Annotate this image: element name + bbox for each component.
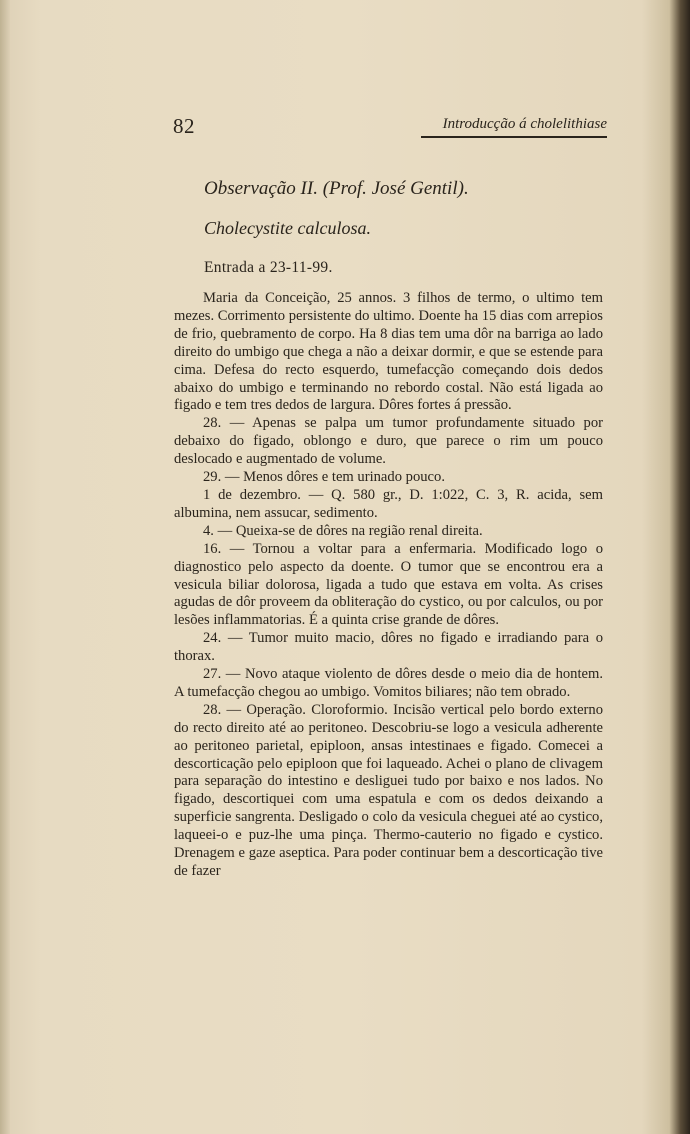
paragraph: 4. — Queixa-se de dôres na região renal direita. bbox=[203, 522, 483, 539]
diagnosis-heading: Cholecystite calculosa. bbox=[204, 218, 371, 238]
paragraph: Maria da Conceição, 25 annos. 3 filhos de termo, o ultimo tem mezes. Corrimento persistente do ultimo. Doente ha 15 dias com arrepios de frio, quebramento de corpo. Ha 8 dias tem uma dôr na barriga ao lado direito do umbigo que chega a não a deixar dormir, e que se estende para cima. Defesa do recto esquerdo, tumefacção começando dois dedos abaixo do umbigo e terminando no rebordo costal. Não está ligada ao figado e tem tres dedos de largura. Dôres fortes á pressão. bbox=[174, 290, 603, 414]
paragraph: 27. — Novo ataque violento de dôres desde o meio dia de hontem. A tumefacção chegou ao umbigo. Vomitos biliares; não tem obrado. bbox=[174, 666, 603, 700]
entry-date: Entrada a 23-11-99. bbox=[204, 259, 333, 276]
paragraph: 29. — Menos dôres e tem urinado pouco. bbox=[203, 469, 445, 486]
paragraph: 16. — Tornou a voltar para a enfermaria. Modificado logo o diagnostico pelo aspecto da doente. O tumor que se encontrou era a vesicula biliar dolorosa, ligada a tudo que estava em volta. As crises agudas de dôr proveem da obliteração do cystico, ou por calculos, ou por lesões inflammatorias. É a quinta crise grande de dôres. bbox=[174, 540, 603, 629]
header-rule bbox=[421, 136, 607, 138]
observation-title: Observação II. (Prof. José Gentil). bbox=[204, 178, 469, 199]
paragraph: 28. — Operação. Cloroformio. Incisão vertical pelo bordo externo do recto direito até ao peritoneo. Descobriu-se logo a vesicula adherente ao peritoneo parietal, epiploon, ansas intestinaes e figado. Comecei a descorticação pelo epiploon que foi laqueado. Achei o plano de clivagem para separação do intestino e desliguei tudo por baixo e nos lados. No figado, descortiquei com uma espatula e com os dedos deixando a superficie sangrenta. Desligado o colo da vesicula cheguei até ao cystico, laqueei-o e puz-lhe uma pinça. Thermo-cauterio no figado e cystico. Drenagem e gaze aseptica. Para poder continuar bem a descorticação tive de fazer bbox=[174, 701, 603, 879]
body-text bbox=[174, 290, 603, 881]
running-title: Introducção á cholelithiase bbox=[442, 116, 607, 132]
page-header bbox=[173, 112, 607, 142]
paragraph: 1 de dezembro. — Q. 580 gr., D. 1:022, C. 3, R. acida, sem albumina, nem assucar, sedimento. bbox=[174, 486, 603, 521]
page-left-edge bbox=[0, 0, 10, 1134]
paragraph: 28. — Apenas se palpa um tumor profundamente situado por debaixo do figado, oblongo e duro, que parece o rim um pouco deslocado e augmentado de volume. bbox=[174, 415, 603, 468]
page-number: 82 bbox=[173, 114, 195, 138]
paragraph: 24. — Tumor muito macio, dôres no figado e irradiando para o thorax. bbox=[174, 630, 603, 665]
